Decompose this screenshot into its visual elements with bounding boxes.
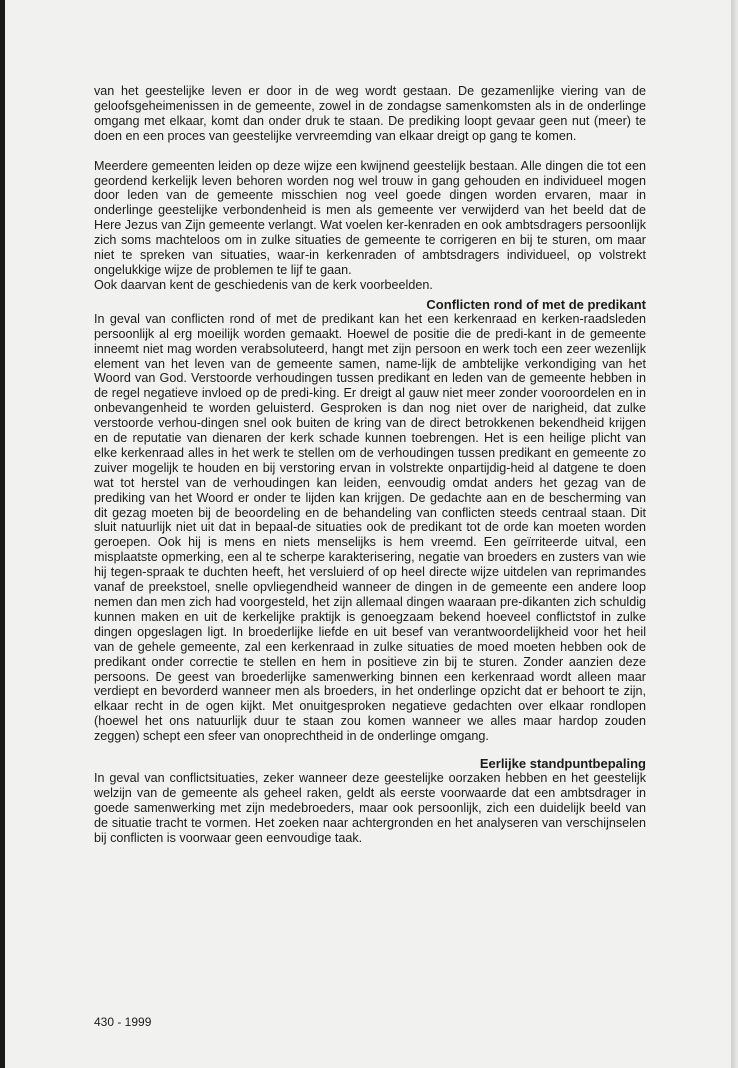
paragraph-3: Ook daarvan kent de geschiedenis van de kerk voorbeelden. — [94, 277, 433, 292]
page-body — [94, 84, 646, 846]
section-heading-conflicten: Conflicten rond of met de predikant — [426, 296, 646, 312]
section-body-standpuntbepaling: In geval van conflictsituaties, zeker wanneer deze geestelijke oorzaken hebben en het geestelijk welzijn van de gemeente als geheel raken, geldt als eerste voorwaarde dat een ambtsdrager in goede samenwerking met zijn medebroeders, maar ook persoonlijk, zich een duidelijk beeld van de situatie tracht te vormen. Het zoeken naar achtergronden en het analyseren van verschijnselen bij conflicten is voorwaar geen eenvoudige taak. — [94, 771, 646, 845]
scan-edge-left — [0, 0, 5, 1068]
page-number: 430 - 1999 — [94, 1015, 152, 1029]
scan-edge-right — [731, 0, 738, 1068]
section-body-conflicten: In geval van conflicten rond of met de predikant kan het een kerkenraad en kerken-raadsleden persoonlijk al erg moeilijk worden gemaakt. Hoewel de positie die de predi-kant in de gemeente inneemt niet mag worden verabsoluteerd, hangt met zijn persoon en werk toch een zeer wezenlijk element van het leven van de gemeente samen, name-lijk de ambtelijke verkondiging van het Woord van God. Verstoorde verhoudingen tussen predikant en leden van de gemeente hebben in de regel negatieve invloed op de predi-king. Er dreigt al gauw niet meer zonder vooroordelen en in onbevangenheid te worden geluisterd. Gesproken is dan nog niet over de narigheid, dat zulke verstoorde verhou-dingen snel ook buiten de kring van de direct betrokkenen bekendheid krijgen en de reputatie van dienaren der kerk schade kunnen toebrengen. Het is een heilige plicht van elke kerkenraad alles in het werk te stellen om de verhoudingen tussen predikant en gemeente zo zuiver mogelijk te houden en bij verstoring ervan in volstrekte onpartijdig-heid al datgene te doen wat tot herstel van de verhoudingen kan leiden, eenvoudig omdat anders het gezag van de prediking van het Woord er onder te lijden kan krijgen. De gedachte aan en de bescherming van dit gezag moeten bij de beoordeling en de behandeling van conflicten steeds centraal staan. Dit sluit natuurlijk niet uit dat in bepaal-de situaties ook de predikant tot de orde kan moeten worden geroepen. Ook hij is mens en niets menselijks is hem vreemd. Een geïrriteerde uitval, een misplaatste opmerking, een al te scherpe karakterisering, negatie van broeders en zusters van wie hij tegen-spraak te duchten heeft, het versluierd of op heel directe wijze uitdelen van reprimandes vanaf de preekstoel, snelle opvliegendheid wanneer de dingen in de gemeente een andere loop nemen dan men zich had voorgesteld, het zijn allemaal dingen waaraan pre-dikanten zich schuldig kunnen maken en uit de kerkelijke praktijk is genoegzaam bekend hoeveel conflictstof in zulke dingen opgeslagen ligt. In broederlijke liefde en uit besef van verantwoordelijkheid voor het heil van de gehele gemeente, zal een kerkenraad in zulke situaties de moed moeten hebben ook de predikant onder correctie te stellen en hem in positieve zin bij te sturen. Zonder aanzien deze persoons. De geest van broederlijke samenwerking binnen een kerkenraad wordt alleen maar verdiept en bevorderd wanneer men als broeders, in het onderlinge opzicht dat er behoort te zijn, elkaar recht in de ogen kijkt. Met onuitgesproken negatieve gedachten over elkaar rondlopen (hoewel het ons natuurlijk duur te staan zou komen wanneer we alles maar hardop zouden zeggen) schept een sfeer van onoprechtheid in de onderlinge omgang. — [94, 311, 646, 744]
paragraph-1: van het geestelijke leven er door in de weg wordt gestaan. De gezamenlijke viering van de geloofsgeheimenissen in de gemeente, zowel in de zondagse samenkomsten als in de onderlinge omgang met elkaar, komt dan onder druk te staan. De prediking loopt gevaar geen nut (meer) te doen en een proces van geestelijke vervreemding van elkaar dreigt op gang te komen. — [94, 84, 646, 143]
section-heading-standpuntbepaling: Eerlijke standpuntbepaling — [479, 756, 646, 772]
paragraph-2: Meerdere gemeenten leiden op deze wijze een kwijnend geestelijk bestaan. Alle dingen die tot een geordend kerkelijk leven behoren worden nog wel trouw in gang gehouden en individueel mogen door leden van de gemeente misschien nog veel goede dingen worden ervaren, maar in onderlinge geestelijke verbondenheid is men als gemeente ver verwijderd van het beeld dat de Here Jezus van Zijn gemeente verlangt. Wat voelen ker-kenraden en ook ambtsdragers persoonlijk zich soms machteloos om in zulke situaties de gemeente te corrigeren en bij te sturen, om maar niet te spreken van situaties, waar-in kerkenraden of ambtsdragers individueel, op volstrekt ongelukkige wijze de problemen te lijf te gaan. — [94, 158, 646, 277]
